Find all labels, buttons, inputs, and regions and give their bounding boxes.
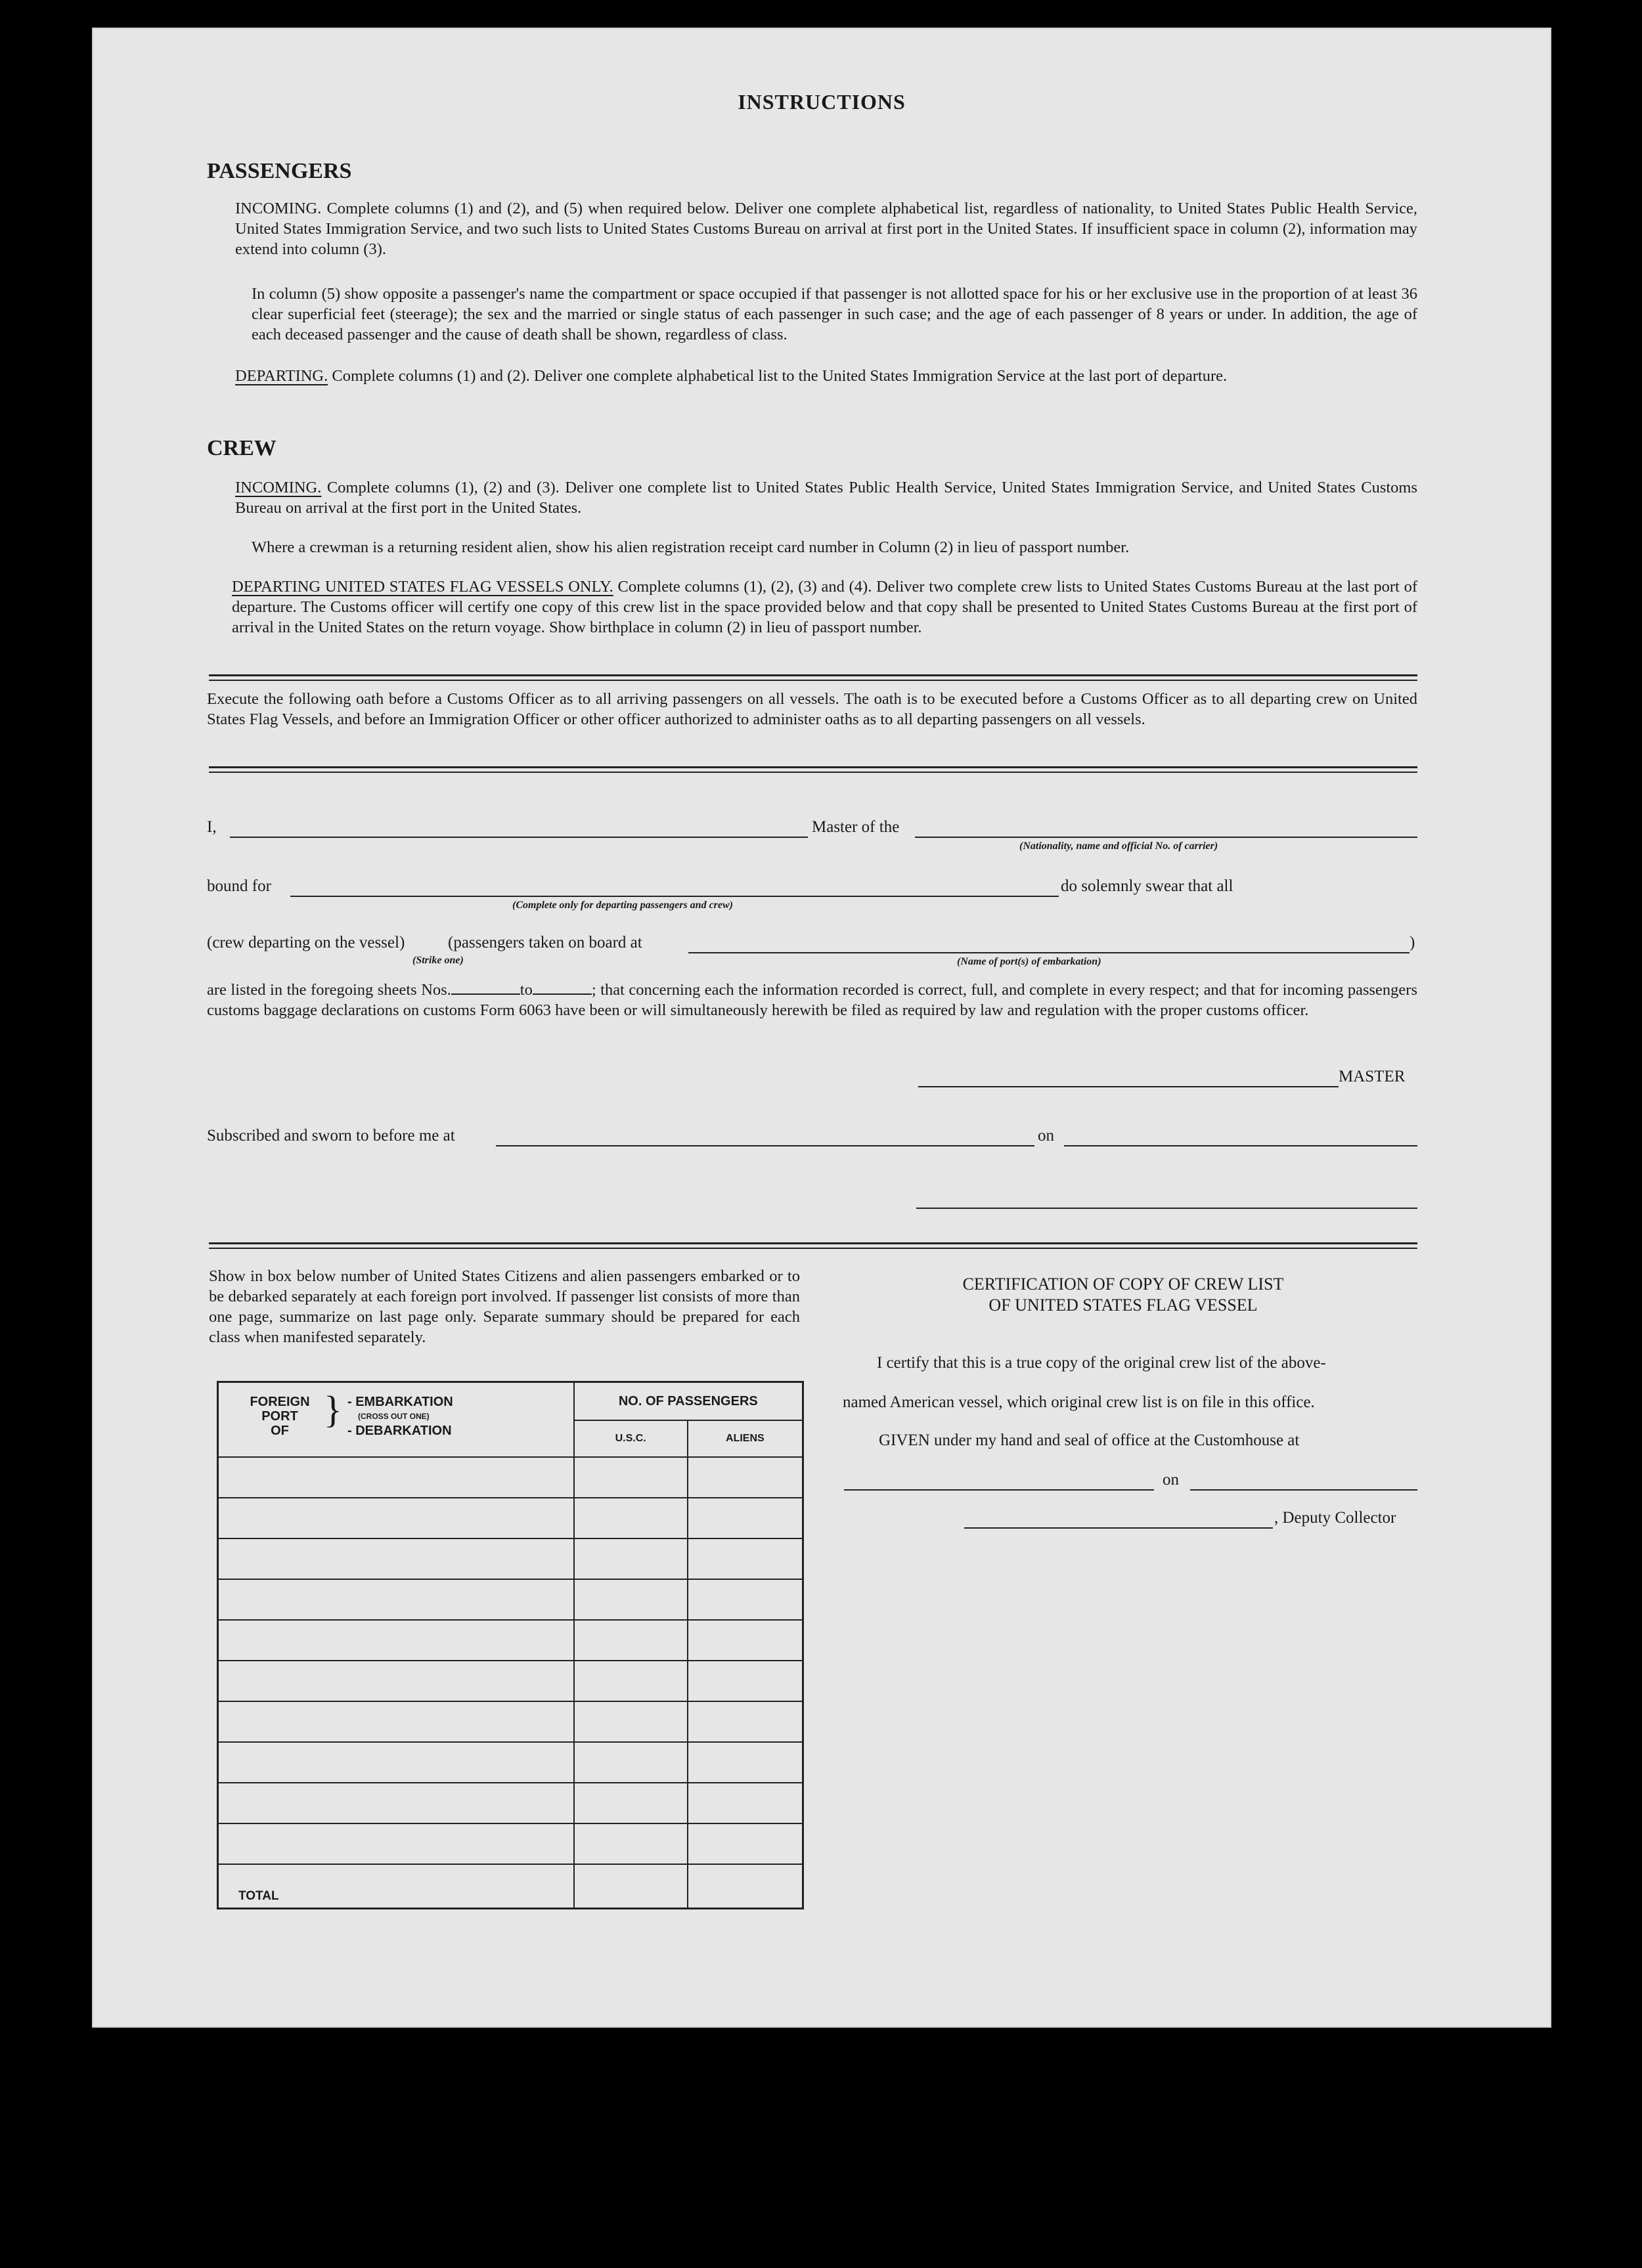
- certification-text-3: GIVEN under my hand and seal of office at the Customhouse at: [879, 1431, 1300, 1449]
- table-row[interactable]: [218, 1457, 803, 1498]
- sworn-date-field[interactable]: [1064, 1145, 1417, 1146]
- crew-heading: CREW: [207, 436, 277, 460]
- divider: [209, 1248, 1417, 1249]
- passengers-incoming-text: Complete columns (1) and (2), and (5) when required below. Deliver one complete alphabetical list, regardless of nationality, to United States Public Health Service, United States Immigration Service, and two such lists to United States Customs Bureau on arrival at first port in the United States. If insufficient space in column (2), information may extend into column (3).: [235, 200, 1418, 258]
- listed-to-label: to: [520, 981, 533, 999]
- passengers-column5-paragraph: In column (5) show opposite a passenger's name the compartment or space occupied if that passenger is not allotted space for his or her exclusive use in the proportion of at least 36 clear superficial feet (steerage); the sex and the married or single status of each passenger in such case; and the age of each passenger of 8 years or under. In addition, the age of each deceased passenger and the cause of death shall be shown, regardless of class.: [252, 285, 1417, 343]
- table-row[interactable]: [218, 1742, 803, 1783]
- crew-departing-text: Complete columns (1), (2), (3) and (4). Deliver two complete crew lists to United States Customs Bureau at the last port of departure. The Customs officer will certify one copy of this crew list in the space provided below and that copy shall be presented to United States Customs Bureau at the first port of arrival in the United States on the return voyage. Show birthplace in column (2) in lieu of passport number.: [232, 578, 1417, 636]
- swear-label: do solemnly swear that all: [1061, 877, 1233, 895]
- certification-title-line1: CERTIFICATION OF COPY OF CREW LIST: [962, 1275, 1284, 1294]
- nationality-caption: (Nationality, name and official No. of carrier): [1019, 840, 1218, 852]
- foreign-label: FOREIGN: [250, 1395, 310, 1409]
- bound-for-field[interactable]: [290, 896, 1059, 897]
- embarkation-port-field[interactable]: [688, 952, 1409, 953]
- subscribed-label: Subscribed and sworn to before me at: [207, 1127, 455, 1145]
- total-usc-cell[interactable]: [574, 1864, 688, 1909]
- sworn-at-field[interactable]: [496, 1145, 1034, 1146]
- passengers-heading: PASSENGERS: [207, 159, 352, 183]
- total-row[interactable]: [218, 1864, 803, 1909]
- crew-departing-label: DEPARTING UNITED STATES FLAG VESSELS ONLY.: [232, 578, 613, 596]
- table-row[interactable]: [218, 1620, 803, 1661]
- table-row[interactable]: [218, 1498, 803, 1538]
- strike-one-caption: (Strike one): [412, 955, 464, 966]
- sheet-from-field[interactable]: [451, 993, 520, 995]
- total-label: TOTAL: [218, 1864, 574, 1909]
- passengers-incoming-label: INCOMING.: [235, 200, 322, 217]
- port-label: PORT: [261, 1409, 298, 1424]
- divider: [209, 674, 1417, 676]
- crew-incoming-label: INCOMING.: [235, 479, 322, 496]
- table-row[interactable]: [218, 1823, 803, 1864]
- foreign-port-of: [244, 1395, 316, 1438]
- divider: [209, 1242, 1417, 1244]
- divider: [209, 766, 1417, 768]
- customhouse-field[interactable]: [844, 1489, 1154, 1491]
- bound-for-label: bound for: [207, 877, 271, 895]
- crew-departing-option[interactable]: (crew departing on the vessel): [207, 934, 405, 951]
- certification-text-2: named American vessel, which original crew list is on file in this office.: [843, 1393, 1315, 1411]
- master-label: MASTER: [1339, 1068, 1406, 1085]
- oath-instructions: Execute the following oath before a Customs Officer as to all arriving passengers on all vessels. The oath is to be executed before a Customs Officer as to all departing crew on United States Flag Vessels, and before an Immigration Officer or other officer authorized to administer oaths as to all departing passengers on all vessels.: [207, 690, 1417, 728]
- embarkation-option[interactable]: - EMBARKATION: [347, 1395, 453, 1409]
- no-of-passengers-header: NO. OF PASSENGERS: [574, 1382, 803, 1421]
- listed-paragraph: [207, 980, 1417, 1020]
- divider: [209, 680, 1417, 681]
- certification-date-field[interactable]: [1190, 1489, 1417, 1491]
- oath-i-label: I,: [207, 818, 217, 836]
- summary-instructions: Show in box below number of United States Citizens and alien passengers embarked or to be debarked separately at each foreign port involved. If passenger list consists of more than one page, summarize on last page only. Separate summary should be prepared for each class when manifested separately.: [209, 1267, 800, 1346]
- passengers-departing-paragraph: [235, 366, 1417, 386]
- form-page: [92, 28, 1551, 2028]
- master-name-field[interactable]: [230, 837, 808, 838]
- port-header-cell: [218, 1382, 574, 1458]
- passenger-summary-table: [217, 1381, 804, 1909]
- listed-text-b: ; that concerning each the information recorded is correct, full, and complete in every respect; and that for incoming passengers customs baggage declarations on customs Form 6063 have been or will simultaneously herewith be filed as required by law and regulation with the proper customs officer.: [207, 981, 1417, 1019]
- certification-title-line2: OF UNITED STATES FLAG VESSEL: [988, 1296, 1258, 1315]
- usc-header: U.S.C.: [574, 1420, 688, 1457]
- complete-only-caption: (Complete only for departing passengers and crew): [512, 900, 733, 911]
- close-paren: ): [1409, 934, 1415, 951]
- passengers-taken-option[interactable]: (passengers taken on board at: [448, 934, 642, 951]
- table-row[interactable]: [218, 1701, 803, 1742]
- certification-on-label: on: [1163, 1471, 1179, 1489]
- table-row[interactable]: [218, 1538, 803, 1579]
- crew-incoming-paragraph: [235, 477, 1417, 518]
- certification-text-1: I certify that this is a true copy of the original crew list of the above-: [877, 1354, 1326, 1372]
- page-title: INSTRUCTIONS: [738, 90, 906, 114]
- debarkation-option[interactable]: - DEBARKATION: [347, 1424, 452, 1438]
- crew-departing-paragraph: [232, 577, 1417, 638]
- master-of-label: Master of the: [812, 818, 900, 836]
- passengers-incoming-paragraph: [235, 198, 1417, 259]
- table-row[interactable]: [218, 1661, 803, 1701]
- sheet-to-field[interactable]: [533, 993, 592, 995]
- deputy-collector-label: , Deputy Collector: [1274, 1509, 1396, 1527]
- table-row[interactable]: [218, 1783, 803, 1823]
- of-label: OF: [271, 1424, 289, 1438]
- listed-text-a: are listed in the foregoing sheets Nos.: [207, 981, 451, 999]
- table-row[interactable]: [218, 1579, 803, 1620]
- master-signature-field[interactable]: [918, 1086, 1339, 1087]
- cross-out-caption: (CROSS OUT ONE): [358, 1412, 430, 1421]
- crew-resident-paragraph: Where a crewman is a returning resident alien, show his alien registration receipt card number in Column (2) in lieu of passport number.: [252, 538, 1130, 556]
- total-aliens-cell[interactable]: [688, 1864, 803, 1909]
- sworn-on-label: on: [1038, 1127, 1054, 1145]
- passengers-departing-label: DEPARTING.: [235, 367, 328, 385]
- certification-title: [847, 1274, 1399, 1316]
- officer-signature-field[interactable]: [916, 1208, 1417, 1209]
- divider: [209, 772, 1417, 773]
- crew-incoming-text: Complete columns (1), (2) and (3). Deliver one complete list to United States Public Health Service, United States Immigration Service, and United States Customs Bureau on arrival at the first port in the United States.: [235, 479, 1417, 517]
- port-caption: (Name of port(s) of embarkation): [957, 956, 1101, 967]
- passengers-departing-text: Complete columns (1) and (2). Deliver one complete alphabetical list to the United States Immigration Service at the last port of departure.: [332, 367, 1228, 385]
- vessel-field[interactable]: [915, 837, 1417, 838]
- aliens-header: ALIENS: [688, 1420, 803, 1457]
- deputy-signature-field[interactable]: [964, 1527, 1273, 1529]
- brace: }: [324, 1388, 342, 1431]
